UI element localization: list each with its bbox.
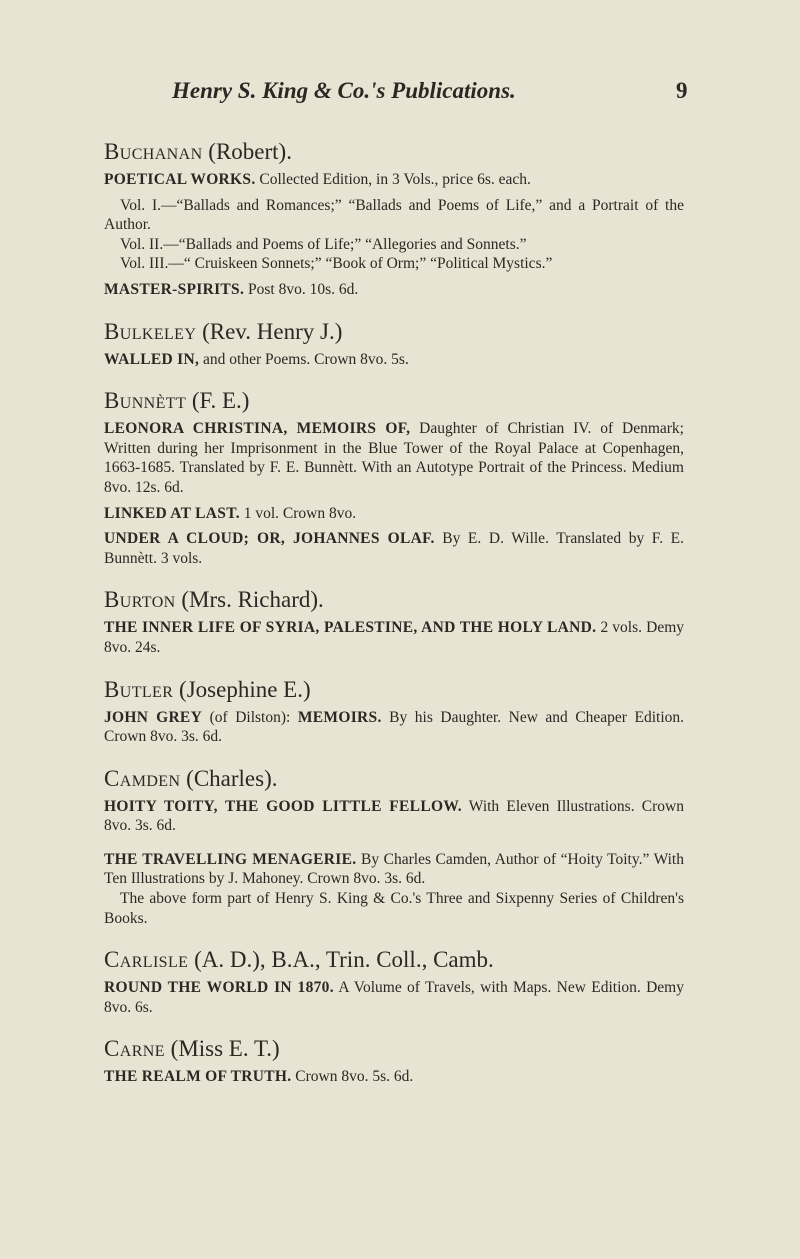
author-surname: Butler bbox=[104, 676, 174, 702]
author-surname: Burton bbox=[104, 587, 176, 613]
author-heading bbox=[104, 586, 684, 614]
work-title: LINKED AT LAST. bbox=[104, 504, 240, 522]
work-description: A Volume of Travels, with Maps. New Edition. Demy 8vo. 6s. bbox=[104, 979, 684, 1016]
work-description: (of Dilston): bbox=[202, 708, 298, 726]
work-title: WALLED IN, bbox=[104, 350, 200, 368]
work-listing bbox=[104, 280, 684, 300]
catalogue-entry bbox=[104, 387, 684, 568]
volume-contents: Vol. III.—“ Cruiskeen Sonnets;” “Book of Orm;” “Political Mystics.” bbox=[120, 255, 553, 273]
author-heading bbox=[104, 765, 684, 793]
page-number: 9 bbox=[676, 78, 688, 103]
work-title: ROUND THE WORLD IN 1870. bbox=[104, 979, 334, 997]
work-description: Collected Edition, in 3 Vols., price 6s. each. bbox=[255, 171, 531, 188]
author-details: (Josephine E.) bbox=[173, 676, 311, 702]
work-title: POETICAL WORKS. bbox=[104, 171, 256, 188]
work-title: THE INNER LIFE OF SYRIA, PALESTINE, AND THE HOLY LAND. bbox=[104, 619, 597, 637]
work-listing bbox=[104, 978, 684, 1017]
work-listing bbox=[104, 350, 684, 370]
author-details: (Miss E. T.) bbox=[164, 1036, 280, 1062]
author-details: (F. E.) bbox=[186, 388, 250, 414]
catalogue-list bbox=[104, 138, 684, 1105]
volume-contents: Vol. II.—“Ballads and Poems of Life;” “Allegories and Sonnets.” bbox=[120, 235, 527, 253]
author-surname: Carne bbox=[104, 1036, 165, 1062]
running-title: Henry S. King & Co.'s Publications. bbox=[172, 78, 516, 103]
work-description: Post 8vo. 10s. 6d. bbox=[244, 280, 359, 298]
author-heading bbox=[104, 676, 684, 704]
author-heading bbox=[104, 1035, 684, 1063]
volume-contents: Vol. I.—“Ballads and Romances;” “Ballads and Poems of Life,” and a Portrait of the Author. bbox=[104, 196, 684, 234]
work-listing bbox=[104, 419, 684, 497]
author-details: (A. D.), B.A., Trin. Coll., Camb. bbox=[188, 947, 494, 973]
work-description: Daughter of Christian IV. of Denmark; Written during her Imprisonment in the Blue Tower of the Royal Palace at Copenhagen, 1663-1685. Translated by F. E. Bunnètt. With an Autotype Portrait of the Princess. Medium 8vo. 12s. 6d. bbox=[104, 420, 684, 496]
work-listing bbox=[104, 708, 684, 747]
work-title: THE REALM OF TRUTH. bbox=[104, 1068, 292, 1086]
work-listing bbox=[104, 1067, 684, 1087]
work-description: With Eleven Illustrations. Crown 8vo. 3s. 6d. bbox=[104, 797, 684, 835]
author-surname: Carlisle bbox=[104, 947, 189, 973]
catalogue-entry bbox=[104, 1035, 684, 1087]
work-description: 1 vol. Crown 8vo. bbox=[239, 504, 357, 522]
author-surname: Bulkeley bbox=[104, 318, 197, 344]
work-title: MASTER-SPIRITS. bbox=[104, 280, 245, 298]
author-surname: Buchanan bbox=[104, 139, 203, 164]
work-listing bbox=[104, 504, 684, 524]
work-title: MEMOIRS. bbox=[297, 708, 382, 726]
author-surname: Bunnètt bbox=[104, 388, 187, 414]
catalogue-entry bbox=[104, 765, 684, 929]
work-listing bbox=[104, 529, 684, 568]
author-details: (Charles). bbox=[180, 765, 278, 791]
work-description: By his Daughter. New and Cheaper Edition. Crown 8vo. 3s. 6d. bbox=[104, 708, 685, 746]
author-heading bbox=[104, 318, 684, 346]
work-listing bbox=[104, 797, 684, 836]
work-listing bbox=[104, 850, 684, 889]
work-listing bbox=[104, 618, 684, 657]
work-description: By Charles Camden, Author of “Hoity Toity.” With Ten Illustrations by J. Mahoney. Crown 8vo. 3s. 6d. bbox=[104, 850, 684, 888]
author-heading bbox=[104, 946, 684, 974]
work-title: JOHN GREY bbox=[104, 708, 203, 726]
work-title: THE TRAVELLING MENAGERIE. bbox=[104, 850, 357, 868]
work-title: LEONORA CHRISTINA, MEMOIRS OF, bbox=[104, 420, 411, 438]
work-title: UNDER A CLOUD; OR, JOHANNES OLAF. bbox=[104, 530, 435, 548]
catalogue-entry bbox=[104, 676, 684, 747]
author-details: (Robert). bbox=[202, 139, 292, 164]
author-heading bbox=[104, 387, 684, 415]
author-details: (Mrs. Richard). bbox=[175, 587, 324, 613]
work-description: By E. D. Wille. Translated by F. E. Bunnètt. 3 vols. bbox=[104, 530, 685, 567]
catalogue-entry bbox=[104, 946, 684, 1017]
catalogue-entry bbox=[104, 318, 684, 370]
work-title: HOITY TOITY, THE GOOD LITTLE FELLOW. bbox=[104, 797, 462, 815]
author-details: (Rev. Henry J.) bbox=[196, 318, 343, 344]
catalogue-entry bbox=[104, 138, 684, 300]
work-description: and other Poems. Crown 8vo. 5s. bbox=[199, 350, 409, 368]
series-note: The above form part of Henry S. King & Co.'s Three and Sixpenny Series of Children's Books. bbox=[104, 890, 684, 927]
catalogue-entry bbox=[104, 586, 684, 657]
author-surname: Camden bbox=[104, 765, 181, 791]
work-description: 2 vols. Demy 8vo. 24s. bbox=[104, 619, 685, 656]
work-listing bbox=[104, 170, 684, 190]
author-heading bbox=[104, 138, 684, 166]
work-description: Crown 8vo. 5s. 6d. bbox=[291, 1068, 414, 1086]
